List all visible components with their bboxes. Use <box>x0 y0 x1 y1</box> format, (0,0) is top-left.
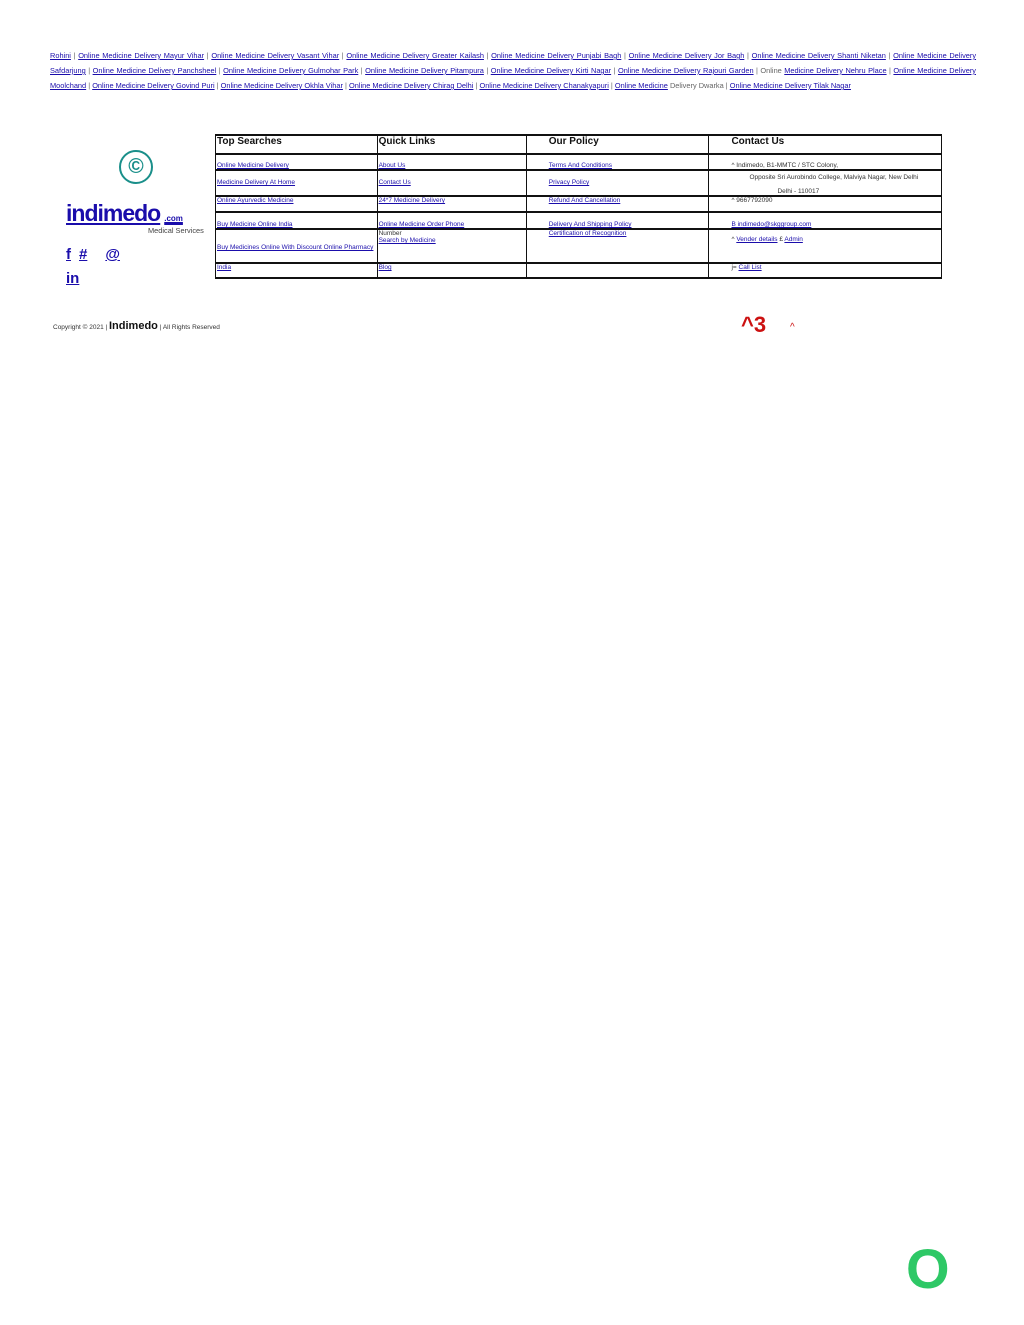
contact-address-line2: Opposite Sri Aurobindo College, Malviya Nagar, New Delhi Delhi - 110017 <box>709 170 942 196</box>
table-row <box>216 229 942 263</box>
area-link[interactable]: Online Medicine Delivery Gulmohar Park <box>223 66 359 75</box>
header-quick-links: Quick Links <box>377 135 526 154</box>
hashtag-icon[interactable]: # <box>79 246 88 263</box>
area-link[interactable]: Online Medicine Delivery Safdarjung <box>50 51 977 75</box>
link-about-us[interactable]: About Us <box>378 162 406 169</box>
table-row <box>216 170 942 196</box>
area-link[interactable]: Online Medicine Delivery Kirti Nagar <box>490 66 612 75</box>
area-link[interactable]: Online Medicine Delivery Okhla Vihar <box>220 81 343 90</box>
call-list-cell: j= Call List <box>709 263 942 278</box>
link-admin[interactable]: Admin <box>784 236 803 243</box>
copyright-icon: © <box>119 150 153 184</box>
table-row <box>216 263 942 278</box>
link-india[interactable]: India <box>217 264 232 271</box>
area-link[interactable]: Online Medicine Delivery Pitampura <box>365 66 484 75</box>
link-call-list[interactable]: Call List <box>738 264 762 271</box>
table-row <box>216 154 942 170</box>
area-plain-text: Delivery Dwarka <box>667 81 726 90</box>
area-link[interactable]: Online Medicine Delivery Moolchand <box>50 66 976 90</box>
link-terms[interactable]: Terms And Conditions <box>548 162 612 169</box>
link-blog[interactable]: Blog <box>378 264 392 271</box>
red-caret-glyph: ^ <box>790 322 795 333</box>
area-link[interactable]: Online Medicine Delivery Shanti Niketan <box>751 51 886 60</box>
header-top-searches: Top Searches <box>216 135 378 154</box>
email-icon[interactable]: @ <box>105 246 120 263</box>
link-privacy-policy[interactable]: Privacy Policy <box>548 179 590 186</box>
table-row <box>216 196 942 212</box>
link-24x7-delivery[interactable]: 24*7 Medicine Delivery <box>378 197 446 204</box>
link-vender-details[interactable]: Vender details <box>736 236 778 243</box>
area-plain-text: Online <box>760 66 785 75</box>
link-delivery-shipping[interactable]: Delivery And Shipping Policy <box>548 221 632 228</box>
tagline: Medical Services <box>148 226 204 235</box>
linkedin-icon[interactable]: in <box>66 270 80 287</box>
vendor-admin-links: ^ Vender details £ Admin <box>709 229 942 263</box>
link-buy-medicine-india[interactable]: Buy Medicine Online India <box>217 221 293 228</box>
link-medicine-delivery-home[interactable]: Medicine Delivery At Home <box>217 179 296 186</box>
indimedo-logo[interactable]: indimedo .com <box>66 200 183 226</box>
copyright-text: Copyright © 2021 | Indimedo | All Rights Reserved <box>53 320 220 332</box>
contact-phone: ^ 9667792090 <box>709 196 942 212</box>
link-order-phone[interactable]: Online Medicine Order Phone <box>378 221 465 228</box>
link-ayurvedic[interactable]: Online Ayurvedic Medicine <box>217 197 294 204</box>
facebook-icon[interactable]: f <box>66 246 71 263</box>
header-contact-us: Contact Us <box>709 135 942 154</box>
empty-cell <box>526 263 709 278</box>
area-link[interactable]: Online Medicine Delivery Tilak Nagar <box>729 81 851 90</box>
area-link[interactable]: Online Medicine Delivery Chanakyapuri <box>479 81 609 90</box>
area-link[interactable]: Online Medicine Delivery Rajouri Garden <box>617 66 754 75</box>
link-refund[interactable]: Refund And Cancellation <box>548 197 621 204</box>
footer-header-row <box>216 135 942 154</box>
area-link[interactable]: Online Medicine Delivery Chirag Delhi <box>348 81 474 90</box>
area-link[interactable]: Online Medicine Delivery Jor Bagh <box>628 51 745 60</box>
area-link[interactable]: Online Medicine Delivery Greater Kailash <box>346 51 484 60</box>
area-link[interactable]: Online Medicine Delivery Panchsheel <box>92 66 217 75</box>
link-search-by-medicine[interactable]: Search by Medicine <box>378 237 436 244</box>
area-link[interactable]: Online Medicine Delivery Mayur Vihar <box>78 51 205 60</box>
green-circle-glyph: O <box>906 1237 950 1300</box>
area-link[interactable]: Online Medicine Delivery Punjabi Bagh <box>491 51 622 60</box>
contact-address: ^ Indimedo, B1-MMTC / STC Colony, <box>709 154 942 170</box>
number-label: Number <box>378 230 402 237</box>
link-contact-us[interactable]: Contact Us <box>378 179 411 186</box>
area-link[interactable]: Online Medicine Delivery Govind Puri <box>92 81 215 90</box>
table-row <box>216 212 942 229</box>
area-link[interactable]: Medicine Delivery Nehru Place <box>784 66 887 75</box>
red-mark-glyph: ^3 <box>741 312 767 337</box>
social-links <box>66 243 128 291</box>
contact-email[interactable]: B indimedo@skggroup.com <box>731 221 812 228</box>
link-certification[interactable]: Certification of Recognition <box>548 230 627 237</box>
area-link[interactable]: Online Medicine Delivery Vasant Vihar <box>211 51 340 60</box>
area-link[interactable]: Online Medicine <box>614 81 668 90</box>
area-links-block: Rohini | Online Medicine Delivery Mayur Vihar | Online Medicine Delivery Vasant Vihar | Online Medicine Delivery Greater Kailash | Online Medicine Delivery Punjabi Bagh | Online Medicine Delivery Jor Bagh | Online Medicine Delivery Shanti Niketan | Online Medicine Delivery Safdarjung | Online Medicine Delivery Panchsheel | Online Medicine Delivery Gulmohar Park | Online Medicine Delivery Pitampura | Online Medicine Delivery Kirti Nagar | Online Medicine Delivery Rajouri Garden | Online Medicine Delivery Nehru Place | Online Medicine Delivery Moolchand | Online Medicine Delivery Govind Puri | Online Medicine Delivery Okhla Vihar | Online Medicine Delivery Chirag Delhi | Online Medicine Delivery Chanakyapuri | Online Medicine Delivery Dwarka | Online Medicine Delivery Tilak Nagar <box>50 51 977 90</box>
footer-links-table <box>215 134 942 279</box>
link-online-medicine-delivery[interactable]: Online Medicine Delivery <box>217 162 289 169</box>
brand-block <box>60 150 210 290</box>
link-buy-with-discount[interactable]: Buy Medicines Online With Discount Online Pharmacy <box>217 244 374 251</box>
area-link[interactable]: Rohini <box>50 51 71 60</box>
header-our-policy: Our Policy <box>526 135 709 154</box>
